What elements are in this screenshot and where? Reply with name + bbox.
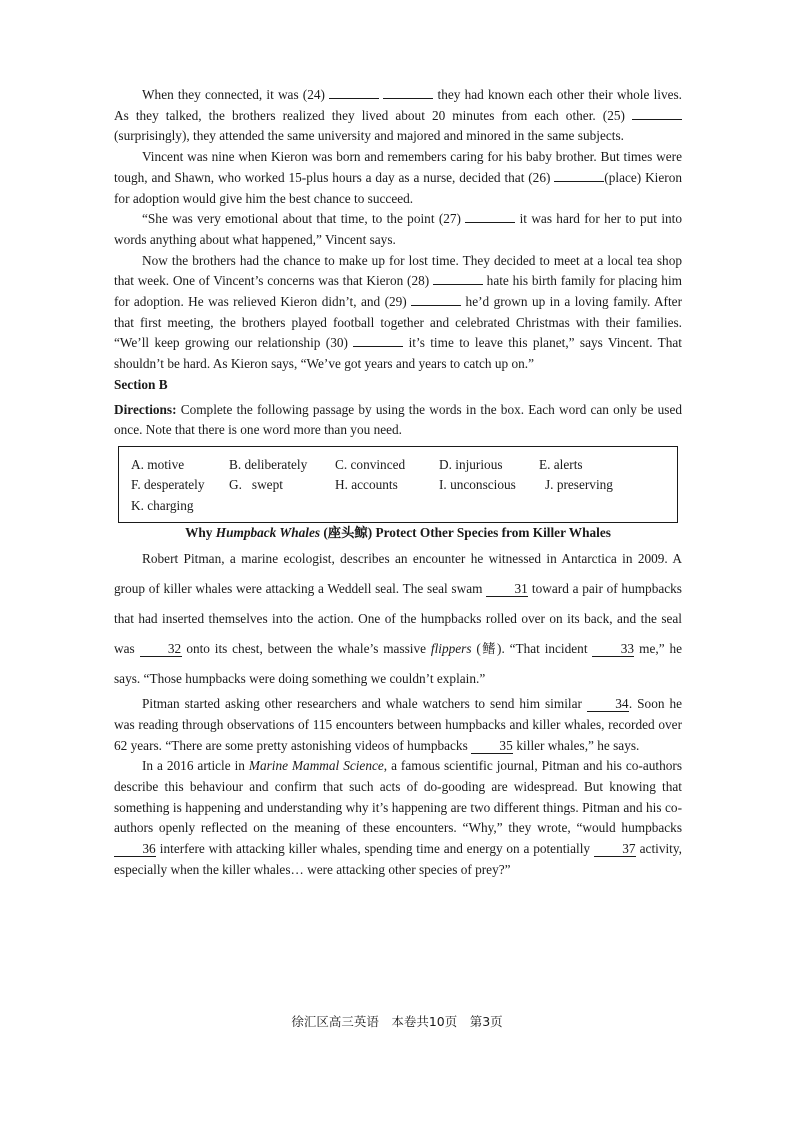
- blank-33[interactable]: 33: [592, 642, 634, 657]
- word-option: F. desperately: [131, 477, 205, 493]
- blank-37[interactable]: 37: [594, 842, 636, 857]
- word-option: I. unconscious: [439, 477, 516, 493]
- blank-36[interactable]: 36: [114, 842, 156, 857]
- word-option: K. charging: [131, 497, 194, 513]
- paragraph-28-30: Now the brothers had the chance to make up for lost time. They decided to meet at a local tea shop that week. One of Vincent’s concerns was that Kieron (28) hate his birth family for placing him for adoption. He was relieved Kieron didn’t, and (29) he’d grown up in a loving family. After that first meeting, the brothers played football together and celebrated Christmas with their families. “We’ll keep growing our relationship (30) it’s time to leave this planet,” says Vincent. That shouldn’t be hard. As Kieron says, “We’ve got years and years to catch up on.”: [114, 252, 683, 372]
- word-option: H. accounts: [335, 477, 398, 493]
- blank-28[interactable]: [433, 271, 483, 285]
- paragraph-26: Vincent was nine when Kieron was born and remembers caring for his baby brother. But times were tough, and Shawn, who worked 15-plus hours a day as a nurse, decided that (26) (place) Kieron for adoption would give him the best chance to succeed.: [114, 149, 682, 206]
- paragraph-24-25: When they connected, it was (24) they had known each other their whole lives. As they talked, the brothers realized they lived about 20 minutes from each other. (25) (surprisingly), they attended the same university and majored and minored in the same subjects.: [114, 87, 683, 144]
- blank-35[interactable]: 35: [471, 739, 513, 754]
- blank-24b[interactable]: [383, 85, 433, 99]
- passage-paragraph-1: Robert Pitman, a marine ecologist, describes an encounter he witnessed in Antarctica in 2009. A group of killer whales were attacking a Weddell seal. The seal swam 31 toward a pair of humpbacks that had inserted themselves into the action. One of the humpbacks rolled over on its back, and the seal was 32 onto its chest, between the whale’s massive flippers (鳍). “That incident 33 me,” he says. “Those humpbacks were doing something we couldn’t explain.”: [114, 551, 682, 687]
- directions: Directions: Complete the following passage by using the words in the box. Each word can only be used once. Note that there is one word more than you need.: [114, 401, 682, 438]
- word-option: G. swept: [229, 477, 283, 493]
- blank-31[interactable]: 31: [486, 582, 528, 597]
- blank-24a[interactable]: [329, 85, 379, 99]
- word-option: D. injurious: [439, 456, 503, 472]
- blank-26[interactable]: [554, 168, 604, 182]
- blank-30[interactable]: [353, 333, 403, 347]
- passage-paragraph-3: In a 2016 article in Marine Mammal Science, a famous scientific journal, Pitman and his co-authors describe this behaviour and confirm that such acts of do-gooding are widespread. But knowing that something is happening and understanding why it’s happening are two different things. Pitman and his co-authors openly reflected on the meaning of these encounters. “Why,” they wrote, “would humpbacks 36 interfere with attacking killer whales, spending time and energy on a potentially 37 activity, especially when the killer whales… were attacking other species of prey?”: [114, 758, 682, 877]
- blank-27[interactable]: [465, 209, 515, 223]
- word-option: E. alerts: [539, 456, 583, 472]
- word-option: J. preserving: [545, 477, 613, 493]
- word-option: A. motive: [131, 456, 185, 472]
- word-option: B. deliberately: [229, 456, 308, 472]
- blank-32[interactable]: 32: [140, 642, 182, 657]
- page-body: [114, 85, 682, 880]
- word-option: C. convinced: [335, 456, 406, 472]
- word-box: [118, 446, 678, 524]
- passage-paragraph-2: Pitman started asking other researchers and whale watchers to send him similar 34. Soon he was reading through observations of 115 encounters between humpbacks and killer whales, recorded over 62 years. “There are some pretty astonishing videos of humpbacks 35 killer whales,” he says.: [114, 696, 682, 753]
- blank-29[interactable]: [411, 292, 461, 306]
- paragraph-27: “She was very emotional about that time, to the point (27) it was hard for her to put into words anything about what happened,” Vincent says.: [114, 211, 683, 247]
- page-footer: 徐汇区高三英语 本卷共10页 第3页: [291, 1014, 503, 1029]
- blank-34[interactable]: 34: [587, 697, 629, 712]
- section-b-title: Section B: [114, 376, 168, 392]
- blank-25[interactable]: [632, 106, 682, 120]
- passage-title: Why Humpback Whales (座头鲸) Protect Other Species from Killer Whales: [185, 525, 611, 541]
